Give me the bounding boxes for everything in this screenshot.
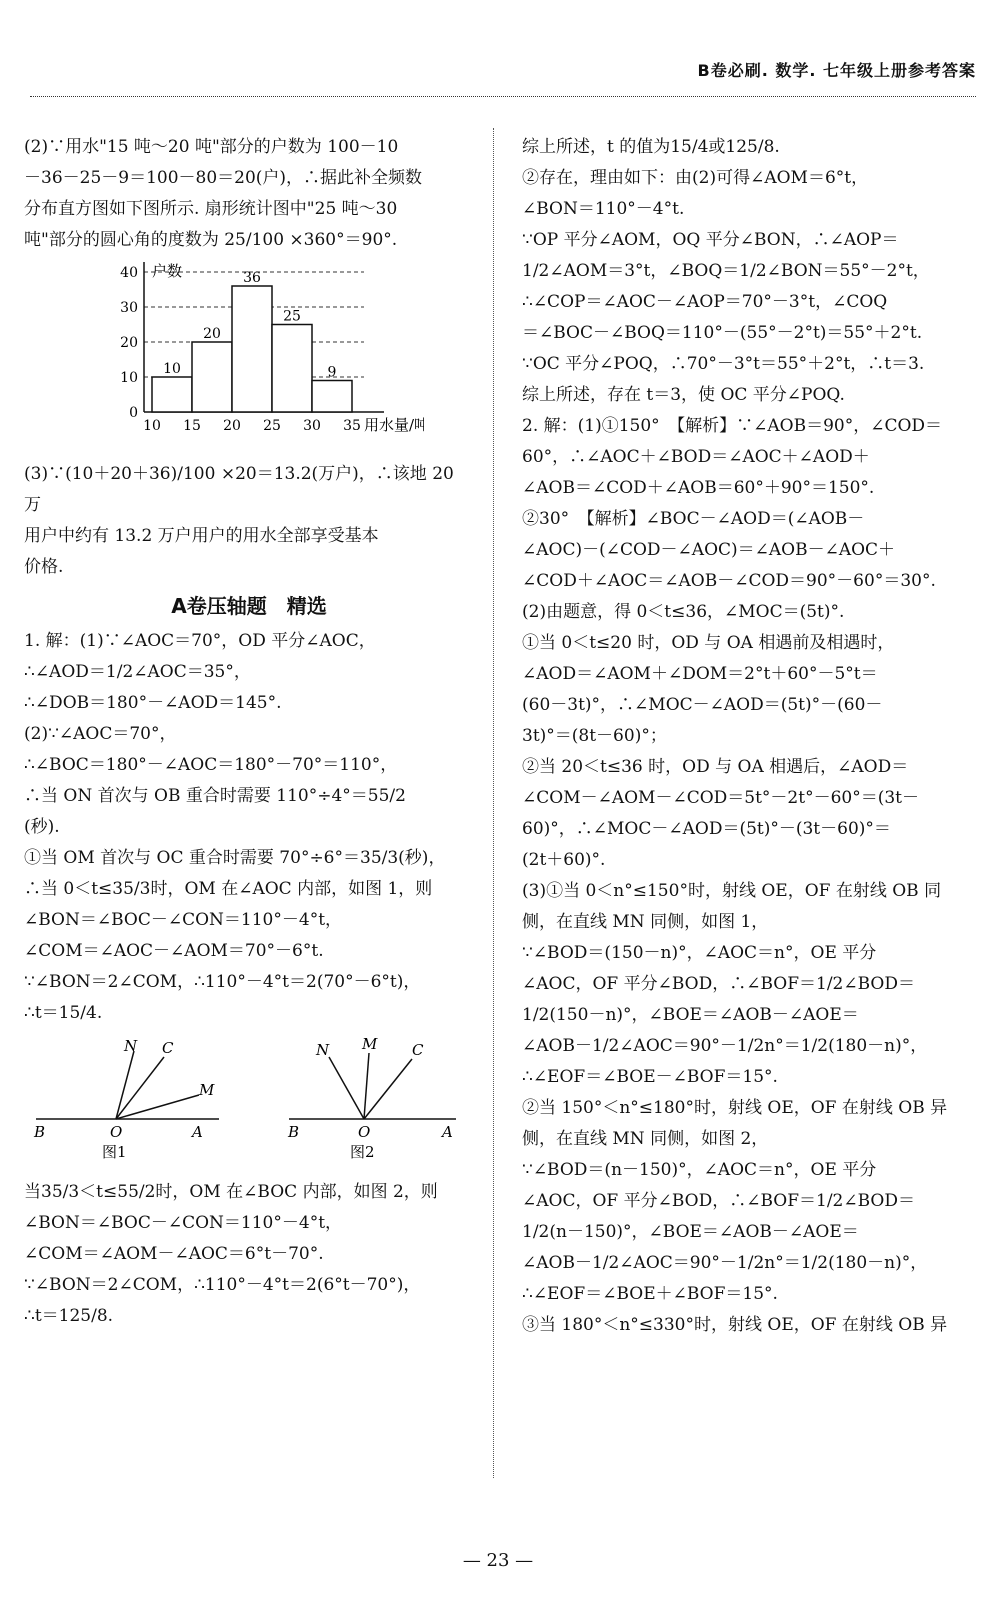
x-tick-label: 30 [303, 418, 321, 434]
text-line: ＝∠BOC－∠BOQ＝110°－(55°－2°t)＝55°＋2°t. [522, 323, 923, 343]
text-line: (2t＋60)°. [522, 850, 606, 870]
y-tick-label: 20 [120, 335, 138, 351]
histogram-bar [192, 342, 232, 412]
text-line: ∠AOB－1/2∠AOC＝90°－1/2n°＝1/2(180－n)°， [522, 1253, 928, 1273]
fig2-caption: 图2 [350, 1143, 375, 1161]
text-line: ∠AOB＝∠COD＋∠AOB＝60°＋90°＝150°. [522, 478, 875, 498]
text-line: ∴∠COP＝∠AOC－∠AOP＝70°－3°t，∠COQ [522, 292, 888, 312]
text-line: 1/2(150－n)°，∠BOE＝∠AOB－∠AOE＝ [522, 1005, 859, 1025]
y-tick-label: 10 [120, 370, 138, 386]
problem-1-solution [24, 626, 474, 1029]
text-line: 1/2(n－150)°，∠BOE＝∠AOB－∠AOE＝ [522, 1222, 859, 1242]
text-line: 吨"部分的圆心角的度数为 25/100 ×360°＝90°. [24, 230, 398, 250]
y-tick-label: 30 [120, 300, 138, 316]
answer-part-3 [24, 459, 474, 583]
figure-2 [287, 1037, 456, 1161]
text-line: ∠COM＝∠AOC－∠AOM＝70°－6°t. [24, 941, 324, 961]
header-divider [30, 96, 976, 97]
text-line: ②存在，理由如下：由(2)可得∠AOM＝6°t， [522, 168, 869, 188]
fig1-caption: 图1 [102, 1143, 127, 1161]
section-title: A卷压轴题 精选 [171, 594, 327, 618]
text-line: (2)∵∠AOC＝70°， [24, 724, 177, 744]
fig1-label-M: M [199, 1081, 215, 1099]
text-line: 60°，∴∠AOC＋∠BOD＝∠AOC＋∠AOD＋ [522, 447, 870, 467]
bar-value-label: 20 [203, 326, 221, 342]
answer-part-2 [24, 132, 474, 256]
text-line: (3)①当 0＜n°≤150°时，射线 OE，OF 在射线 OB 同 [522, 881, 942, 901]
y-tick-label: 40 [120, 265, 138, 281]
text-line: (秒). [24, 817, 60, 837]
text-line: ∠COD＋∠AOC＝∠AOB－∠COD＝90°－60°＝30°. [522, 571, 936, 591]
text-line: ∴∠AOD＝1/2∠AOC＝35°， [24, 662, 251, 682]
text-line: ∴t＝15/4. [24, 1003, 103, 1023]
x-axis-label: 用水量/吨 [364, 416, 424, 434]
fig1-label-O: O [110, 1123, 123, 1141]
fig2-label-M: M [362, 1037, 378, 1053]
text-line: 价格. [24, 557, 64, 577]
text-line: ∵OC 平分∠POQ，∴70°－3°t＝55°＋2°t，∴t＝3. [522, 354, 925, 374]
text-line: 侧，在直线 MN 同侧，如图 1， [522, 912, 769, 932]
text-line: ∵OP 平分∠AOM，OQ 平分∠BON，∴∠AOP＝ [522, 230, 899, 250]
text-line: ∴当 ON 首次与 OB 重合时需要 110°÷4°＝55/2 [24, 786, 406, 806]
text-line: ②当 20＜t≤36 时，OD 与 OA 相遇后，∠AOD＝ [522, 757, 909, 777]
text-line: ③当 180°＜n°≤330°时，射线 OE，OF 在射线 OB 异 [522, 1315, 948, 1335]
text-line: ∴∠BOC＝180°－∠AOC＝180°－70°＝110°， [24, 755, 398, 775]
histogram-bar [272, 325, 312, 413]
text-line: ∠COM－∠AOM－∠COD＝5t°－2t°－60°＝(3t－ [522, 788, 919, 808]
problem-1-continued [24, 1177, 474, 1332]
text-line: (2)∵用水"15 吨～20 吨"部分的户数为 100－10 [24, 137, 399, 157]
text-line: 1/2∠AOM＝3°t，∠BOQ＝1/2∠BON＝55°－2°t， [522, 261, 930, 281]
fig1-label-A: A [192, 1123, 203, 1141]
histogram-chart [94, 262, 424, 442]
text-line: ②当 150°＜n°≤180°时，射线 OE，OF 在射线 OB 异 [522, 1098, 948, 1118]
text-line: ①当 OM 首次与 OC 重合时需要 70°÷6°＝35/3(秒)， [24, 848, 446, 868]
page-number: — 23 — [462, 1550, 534, 1571]
right-column [522, 132, 974, 1341]
text-line: 综上所述，t 的值为15/4或125/8. [522, 137, 780, 157]
text-line: ∠COM＝∠AOM－∠AOC＝6°t－70°. [24, 1244, 324, 1264]
text-line: ∠AOB－1/2∠AOC＝90°－1/2n°＝1/2(180－n)°， [522, 1036, 928, 1056]
x-tick-label: 20 [223, 418, 241, 434]
fig2-label-O: O [358, 1123, 371, 1141]
text-line: ∵∠BOD＝(150－n)°，∠AOC＝n°，OE 平分 [522, 943, 877, 963]
right-column-text [522, 132, 974, 1341]
text-line: ∵∠BOD＝(n－150)°，∠AOC＝n°，OE 平分 [522, 1160, 877, 1180]
fig2-label-B: B [288, 1123, 300, 1141]
text-line: ∵∠BON＝2∠COM，∴110°－4°t＝2(6°t－70°)， [24, 1275, 421, 1295]
column-divider [493, 128, 494, 1478]
text-line: ∠AOC，OF 平分∠BOD，∴∠BOF＝1/2∠BOD＝ [522, 974, 915, 994]
x-tick-label: 25 [263, 418, 281, 434]
fig1-label-B: B [34, 1123, 46, 1141]
text-line: (60－3t)°，∴∠MOC－∠AOD＝(5t)°－(60－ [522, 695, 883, 715]
fig2-label-N: N [316, 1041, 330, 1059]
text-line: ∠AOC)－(∠COD－∠AOC)＝∠AOB－∠AOC＋ [522, 540, 896, 560]
text-line: 当35/3＜t≤55/2时，OM 在∠BOC 内部，如图 2，则 [24, 1182, 438, 1202]
text-line: ②30° 【解析】∠BOC－∠AOD＝(∠AOB－ [522, 509, 865, 529]
text-line: ∴t＝125/8. [24, 1306, 114, 1326]
y-axis-label: 户数 [152, 262, 183, 280]
text-line: (3)∵(10＋20＋36)/100 ×20＝13.2(万户)，∴该地 20 万 [24, 464, 460, 515]
text-line: 分布直方图如下图所示. 扇形统计图中"25 吨～30 [24, 199, 398, 219]
text-line: 60)°，∴∠MOC－∠AOD＝(5t)°－(3t－60)°＝ [522, 819, 891, 839]
fig1-label-N: N [124, 1037, 138, 1055]
text-line: 3t)°＝(8t－60)°； [522, 726, 667, 746]
text-line: ∴∠EOF＝∠BOE＋∠BOF＝15°. [522, 1284, 778, 1304]
histogram-bar [232, 286, 272, 412]
text-line: 用户中约有 13.2 万户用户的用水全部享受基本 [24, 526, 379, 546]
text-line: 1. 解：(1)∵∠AOC＝70°，OD 平分∠AOC， [24, 631, 376, 651]
text-line: ∠BON＝110°－4°t. [522, 199, 685, 219]
fig2-label-C: C [412, 1041, 424, 1059]
text-line: ∠BON＝∠BOC－∠CON＝110°－4°t， [24, 910, 343, 930]
left-column [24, 132, 474, 1332]
text-line: ∴当 0＜t≤35/3时，OM 在∠AOC 内部，如图 1，则 [24, 879, 433, 899]
text-line: ∠AOD＝∠AOM＋∠DOM＝2°t＋60°－5°t＝ [522, 664, 878, 684]
text-line: 侧，在直线 MN 同侧，如图 2， [522, 1129, 769, 1149]
bar-value-label: 25 [283, 308, 301, 325]
text-line: ∴∠EOF＝∠BOE－∠BOF＝15°. [522, 1067, 778, 1087]
bar-value-label: 10 [163, 361, 181, 377]
text-line: ∵∠BON＝2∠COM，∴110°－4°t＝2(70°－6°t)， [24, 972, 421, 992]
histogram-bar [152, 377, 192, 412]
page-header: B卷必刷. 数学. 七年级上册参考答案 [697, 61, 976, 80]
text-line: (2)由题意，得 0＜t≤36，∠MOC＝(5t)°. [522, 602, 845, 622]
angle-figures [24, 1037, 474, 1173]
histogram-bar [312, 381, 352, 413]
fig1-label-C: C [162, 1039, 174, 1057]
y-tick-label: 0 [129, 405, 138, 421]
text-line: ∴∠DOB＝180°－∠AOD＝145°. [24, 693, 282, 713]
text-line: ∠BON＝∠BOC－∠CON＝110°－4°t， [24, 1213, 343, 1233]
text-line: 2. 解：(1)①150° 【解析】∵∠AOB＝90°，∠COD＝ [522, 416, 943, 436]
fig2-label-A: A [442, 1123, 453, 1141]
text-line: ∠AOC，OF 平分∠BOD，∴∠BOF＝1/2∠BOD＝ [522, 1191, 915, 1211]
x-tick-label: 15 [183, 418, 201, 434]
text-line: －36－25－9＝100－80＝20(户)，∴据此补全频数 [24, 168, 423, 188]
figure-1 [33, 1037, 219, 1161]
bar-value-label: 9 [327, 364, 337, 381]
x-tick-label: 10 [143, 418, 161, 434]
text-line: 综上所述，存在 t＝3，使 OC 平分∠POQ. [522, 385, 845, 405]
x-tick-label: 35 [343, 418, 361, 434]
text-line: ①当 0＜t≤20 时，OD 与 OA 相遇前及相遇时， [522, 633, 895, 653]
bar-value-label: 36 [243, 270, 261, 286]
